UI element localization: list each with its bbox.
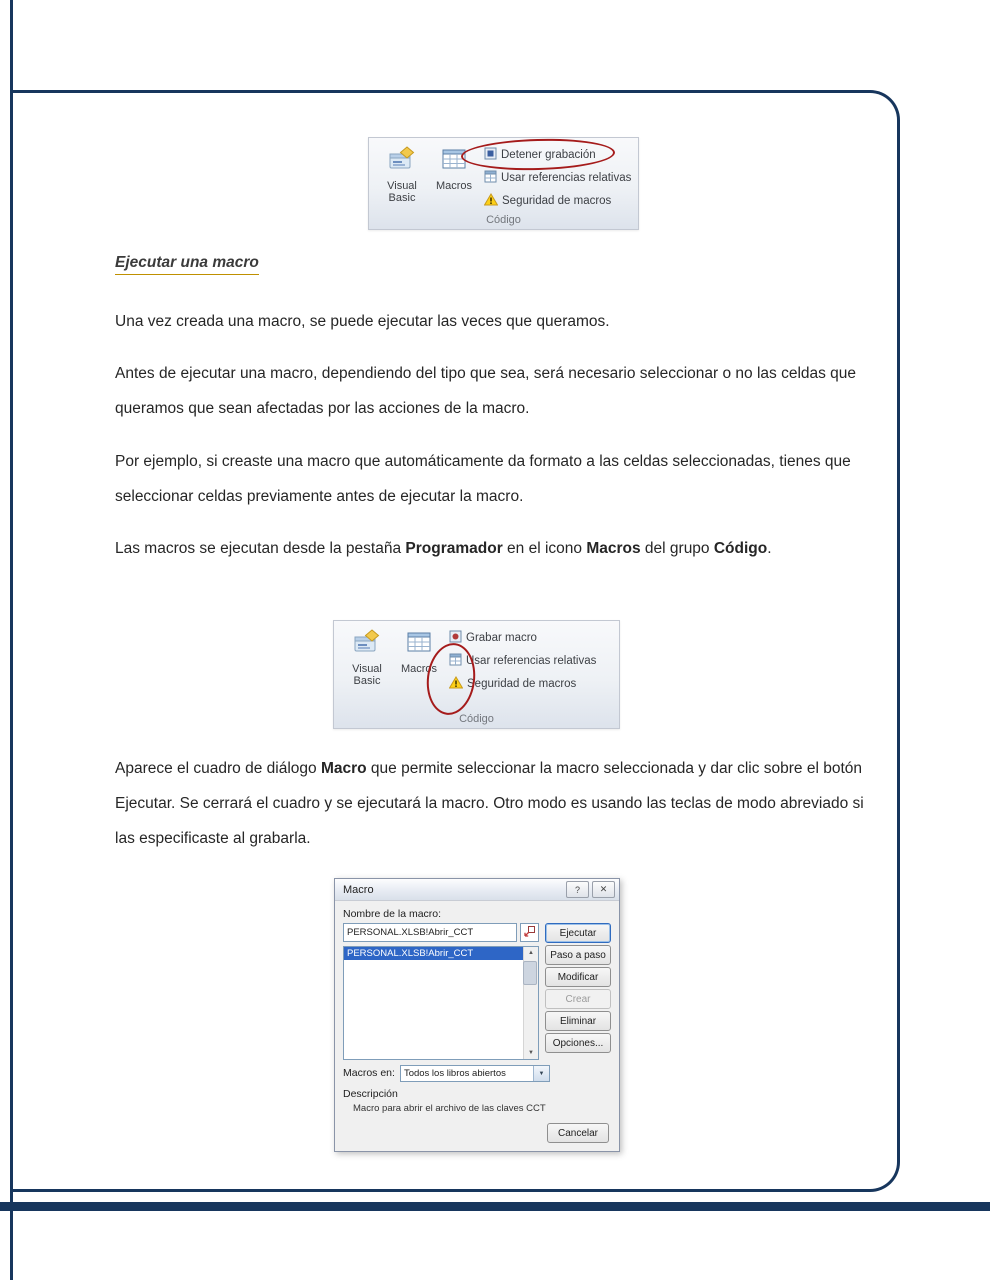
codigo-group-label: Código xyxy=(486,214,521,226)
section-heading: Ejecutar una macro xyxy=(115,254,259,275)
macros-in-value: Todos los libros abiertos xyxy=(403,1068,506,1079)
close-icon[interactable]: ✕ xyxy=(592,881,615,898)
warning-icon xyxy=(484,193,498,209)
description-text: Macro para abrir el archivo de las claves CCT xyxy=(353,1103,546,1114)
scroll-down-icon[interactable]: ▼ xyxy=(528,1050,534,1056)
ribbon-codigo-group-bottom xyxy=(333,620,620,729)
visual-basic-label: Visual Basic xyxy=(352,662,382,688)
visual-basic-label: Visual Basic xyxy=(387,179,417,205)
relative-references-label: Usar referencias relativas xyxy=(466,655,597,667)
paragraph-4: Las macros se ejecutan desde la pestaña Programador en el icono Macros del grupo Código. xyxy=(115,540,772,557)
cancel-button[interactable]: Cancelar xyxy=(547,1123,609,1143)
macros-in-dropdown[interactable] xyxy=(400,1065,550,1082)
paragraph-5: Aparece el cuadro de diálogo Macro que permite seleccionar la macro seleccionada y dar clic sobre el botón Ejecutar. Se cerrará el cuadro y se ejecutará la macro. Otro modo es usando las teclas de modo abreviado si las especificaste al grabarla. xyxy=(115,760,864,847)
paragraph-2: Antes de ejecutar una macro, dependiendo del tipo que sea, será necesario seleccionar o no las celdas que queramos que sean afectadas por las acciones de la macro. xyxy=(115,365,857,417)
create-button: Crear xyxy=(545,989,611,1009)
macro-name-label: Nombre de la macro: xyxy=(343,908,442,920)
visual-basic-icon xyxy=(352,627,382,661)
macro-list-item-selected[interactable]: PERSONAL.XLSB!Abrir_CCT xyxy=(344,947,523,960)
macros-icon xyxy=(404,627,434,661)
record-macro-label: Grabar macro xyxy=(466,632,537,644)
edit-button[interactable]: Modificar xyxy=(545,967,611,987)
macro-security-label: Seguridad de macros xyxy=(502,195,612,207)
run-button[interactable]: Ejecutar xyxy=(545,923,611,943)
delete-button[interactable]: Eliminar xyxy=(545,1011,611,1031)
relative-references-label: Usar referencias relativas xyxy=(501,172,632,184)
macros-label: Macros xyxy=(435,179,473,192)
stop-recording-label: Detener grabación xyxy=(501,149,596,161)
visual-basic-icon xyxy=(387,144,417,178)
range-select-icon xyxy=(524,926,535,940)
paragraph-3: Por ejemplo, si creaste una macro que automáticamente da formato a las celdas seleccionadas, tienes que seleccionar celdas previamente antes de ejecutar la macro. xyxy=(115,453,851,505)
relative-references-button[interactable] xyxy=(484,170,631,186)
macro-security-label: Seguridad de macros xyxy=(467,678,577,690)
scroll-up-icon[interactable]: ▲ xyxy=(528,950,534,956)
macros-label: Macros xyxy=(400,662,438,675)
dialog-title: Macro xyxy=(343,883,374,896)
macros-in-label: Macros en: xyxy=(343,1066,395,1079)
dropdown-arrow-icon[interactable]: ▼ xyxy=(533,1066,549,1081)
record-macro-button[interactable] xyxy=(449,630,596,646)
codigo-group-label: Código xyxy=(459,713,494,725)
help-icon[interactable]: ? xyxy=(566,881,589,898)
dialog-title-bar[interactable] xyxy=(335,879,619,901)
ribbon-codigo-group-top xyxy=(368,137,639,230)
paragraph-1: Una vez creada una macro, se puede ejecutar las veces que queramos. xyxy=(115,313,610,330)
collapse-dialog-button[interactable] xyxy=(520,923,539,942)
macro-dialog xyxy=(334,878,620,1152)
scrollbar-thumb[interactable] xyxy=(523,961,537,985)
relative-references-icon xyxy=(484,170,497,186)
macro-list[interactable] xyxy=(343,946,539,1060)
macro-security-button[interactable] xyxy=(484,193,631,209)
page-border-bottom xyxy=(0,1202,990,1211)
step-into-button[interactable]: Paso a paso xyxy=(545,945,611,965)
macro-name-input[interactable]: PERSONAL.XLSB!Abrir_CCT xyxy=(343,923,517,942)
description-label: Descripción xyxy=(343,1088,398,1100)
visual-basic-button[interactable] xyxy=(341,627,393,692)
options-button[interactable]: Opciones... xyxy=(545,1033,611,1053)
visual-basic-button[interactable] xyxy=(376,144,428,209)
